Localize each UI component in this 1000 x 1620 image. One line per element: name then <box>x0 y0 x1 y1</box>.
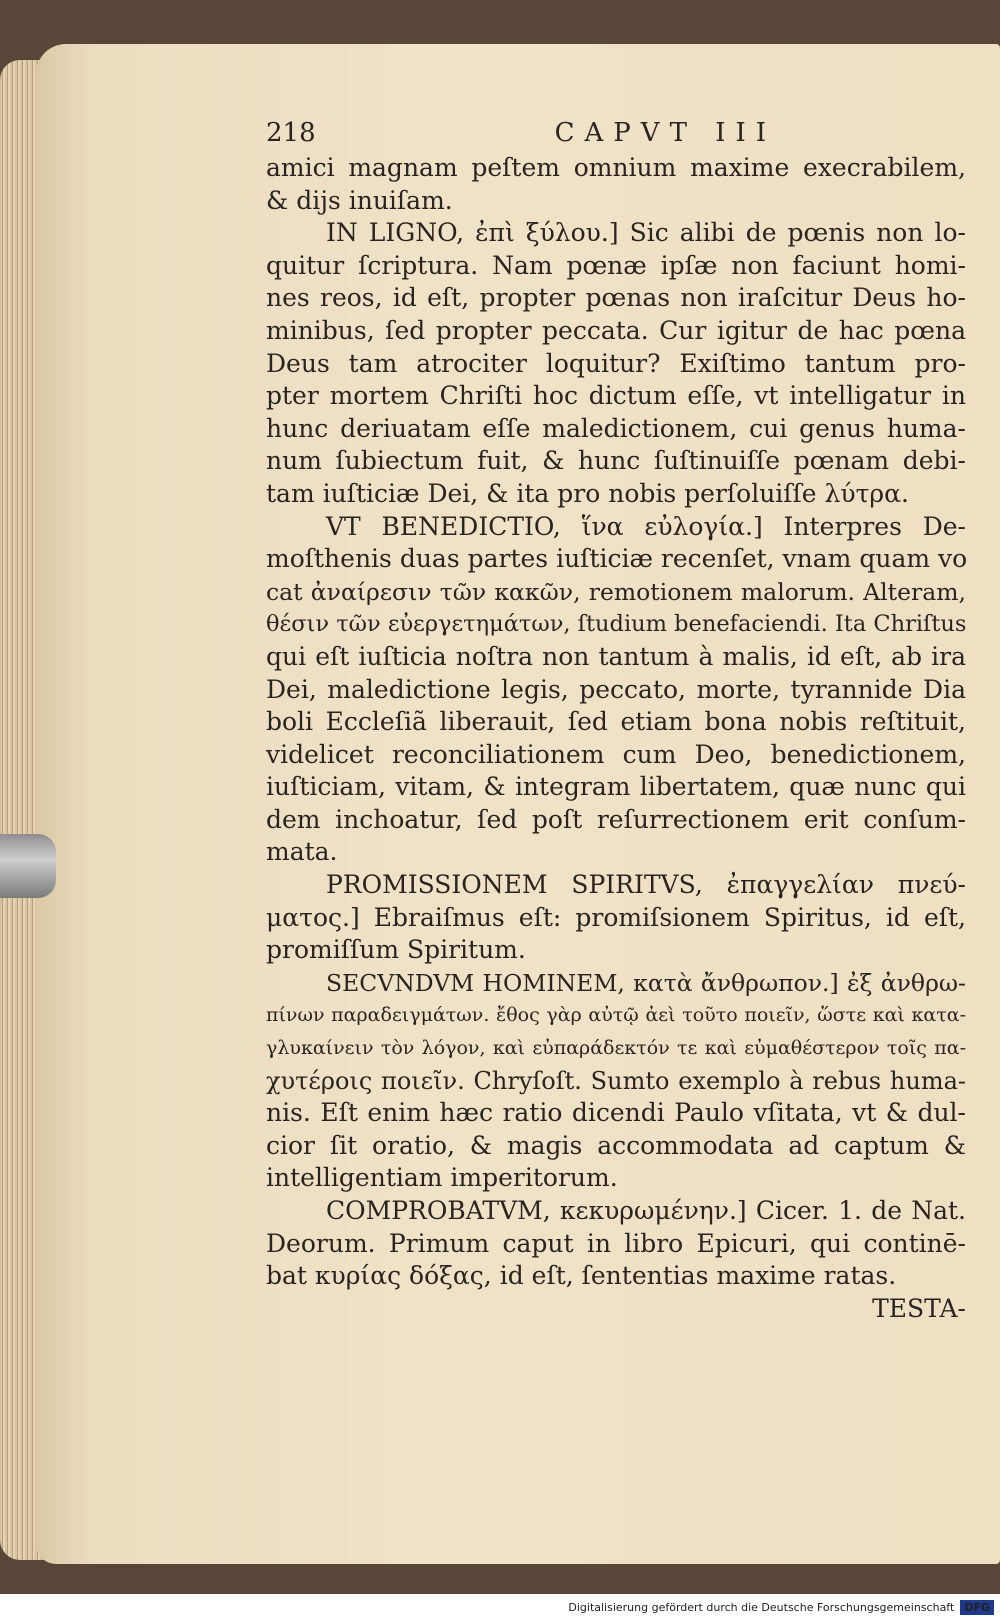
text-line: Deorum. Primum caput in libro Epicuri, qui continē- <box>266 1228 966 1258</box>
footer-credit: Digitalisierung gefördert durch die Deutsche Forschungsgemeinschaft <box>568 1600 955 1614</box>
running-title: CAPVT III <box>554 118 776 148</box>
text-line: COMPROBATVM, κεκυρωμένην.] Cicer. 1. de Nat. <box>326 1196 966 1225</box>
text-line: iuſticiam, vitam, & integram libertatem, quæ nunc qui <box>266 772 966 802</box>
text-line: quitur ſcriptura. Nam pœnæ ipſæ non faciunt homi- <box>266 250 966 280</box>
text-line: Dei, maledictione legis, peccato, morte, tyrannide Dia <box>266 674 966 704</box>
text-line: mata. <box>266 837 338 867</box>
text-line: SECVNDVM HOMINEM, κατὰ ἄνθρωπον.] ἐξ ἀνθρω- <box>326 968 966 997</box>
text-line: nis. Eſt enim hæc ratio dicendi Paulo vſitata, vt & dul- <box>266 1098 966 1128</box>
text-line: promiſſum Spiritum. <box>266 935 526 965</box>
text-line: IN LIGNO, ἐπὶ ξύλου.] Sic alibi de pœnis non lo- <box>326 218 966 248</box>
text-line: nes reos, id eſt, propter pœnas non iraſcitur Deus ho- <box>266 283 966 313</box>
page-number: 218 <box>266 118 316 148</box>
text-line: moſthenis duas partes iuſticiæ recenſet, vnam quam vo <box>266 544 968 574</box>
text-line: θέσιν τῶν εὐεργετημάτων, ſtudium benefaciendi. Ita Chriſtus <box>266 611 967 638</box>
dfg-logo: DFG <box>960 1600 994 1615</box>
text-line: minibus, ſed propter peccata. Cur igitur de hac pœna <box>266 315 966 345</box>
text-line: tam iuſticiæ Dei, & ita pro nobis perſoluiſſe λύτρα. <box>266 478 909 508</box>
text-line: cat ἀναίρεσιν τῶν κακῶν, remotionem malorum. Alteram, <box>266 577 966 606</box>
text-line: Deus tam atrociter loquitur? Exiſtimo tantum pro- <box>266 348 966 378</box>
catchword: TESTA- <box>872 1293 966 1323</box>
book-clip <box>0 834 56 898</box>
text-line: dem inchoatur, ſed poſt reſurrectionem erit conſum- <box>266 804 966 834</box>
text-line: intelligentiam imperitorum. <box>266 1163 618 1193</box>
text-block <box>266 152 966 1325</box>
text-line: ματος.] Ebraiſmus eſt: promiſsionem Spiritus, id eſt, <box>266 902 966 932</box>
text-line: πίνων παραδειγμάτων. ἔθος γὰρ αὐτῷ ἀεὶ τοῦτο ποιεῖν, ὥστε καὶ κατα- <box>266 1004 966 1027</box>
page-text <box>266 118 966 1325</box>
text-line: num ſubiectum fuit, & hunc ſuſtinuiſſe pœnam debi- <box>266 446 966 476</box>
text-line: pter mortem Chriſti hoc dictum eſſe, vt intelligatur in <box>266 381 966 411</box>
text-line: qui eſt iuſticia noſtra non tantum à malis, id eſt, ab ira <box>266 641 966 671</box>
text-line: & dijs inuiſam. <box>266 185 453 215</box>
text-line: amici magnam peſtem omnium maxime execrabilem, <box>266 153 966 182</box>
digitization-footer <box>0 1594 1000 1620</box>
text-line: videlicet reconciliationem cum Deo, benedictionem, <box>266 739 966 769</box>
text-line: γλυκαίνειν τὸν λόγον, καὶ εὐπαράδεκτόν τε καὶ εὐμαθέστερον τοῖς πα- <box>266 1037 966 1060</box>
text-line: boli Eccleſiã liberauit, ſed etiam bona nobis reſtituit, <box>266 707 966 737</box>
text-line: hunc deriuatam eſſe maledictionem, cui genus huma- <box>266 413 966 443</box>
running-header <box>266 118 966 152</box>
text-line: PROMISSIONEM SPIRITVS, ἐπαγγελίαν πνεύ- <box>326 870 966 900</box>
text-line: VT BENEDICTIO, ἵνα εὐλογία.] Interpres De- <box>326 511 966 541</box>
text-line: χυτέροις ποιεῖν. Chryſoſt. Sumto exemplo à rebus huma- <box>266 1066 966 1095</box>
text-line: bat κυρίας δόξας, id eſt, ſententias maxime ratas. <box>266 1261 897 1291</box>
text-line: cior ſit oratio, & magis accommodata ad captum & <box>266 1130 966 1160</box>
